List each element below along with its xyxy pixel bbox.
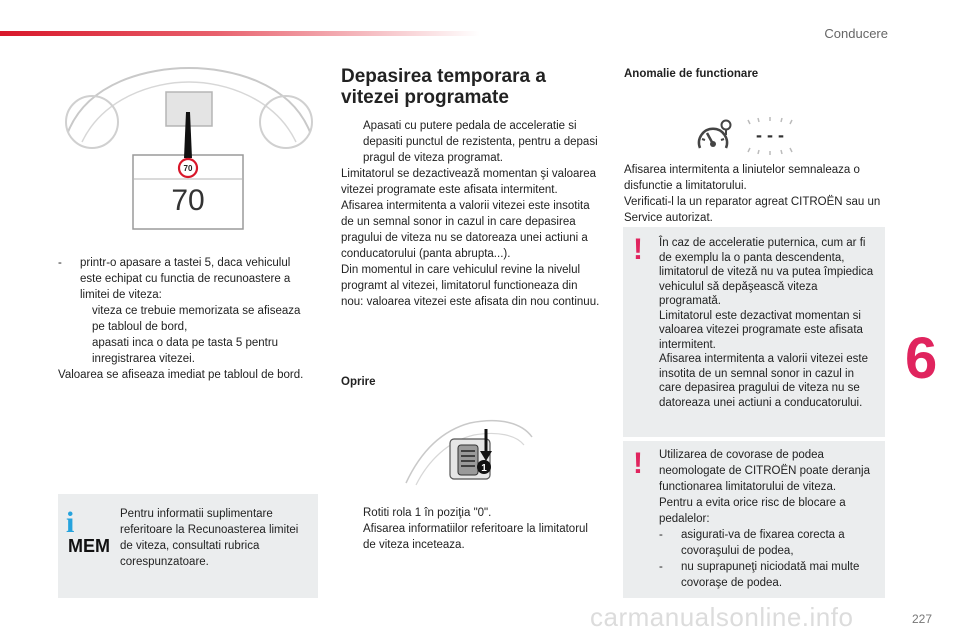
warning-text: În caz de acceleratie puternica, cum ar fi de exemplu la o panta descendenta, limitatorul de vitezǎ nu va putea împiedica vehiculul sǎ depǎşeascǎ viteza programatǎ. Limitatorul este dezactivat momentan si valoarea vitezei programate este afisata intermitent. Afisarea intermitenta a valorii vitezei este insotita de un semnal sonor in cazul in care depasirea pragului de viteza nu se datoreaza unei actiuni a conducatorului. (659, 237, 874, 409)
warning-icon: ! (633, 447, 643, 480)
paragraph: Valoarea se afiseaza imediat pe tabloul de bord. (58, 369, 304, 381)
stop-instruction (341, 505, 603, 553)
arrow-bullet-icon (80, 335, 92, 367)
list-item (58, 255, 310, 303)
bullet-item (341, 118, 603, 166)
speed-limit-sign-value: 70 (183, 164, 193, 173)
heading-temporary-override: Depasirea temporara a vitezei programate (341, 66, 546, 108)
limiter-stalk-figure (400, 413, 540, 491)
warning-icon: ! (633, 233, 643, 266)
svg-text:- - -: - - - (756, 125, 784, 145)
list-item (659, 527, 879, 559)
sub-list-item (58, 335, 310, 367)
list-item-text: nu suprapuneţi niciodatǎ mai multe covoraşe de podea. (681, 561, 860, 589)
arrow-bullet-icon (341, 118, 363, 166)
heading-malfunction: Anomalie de functionare (624, 68, 759, 80)
bullet-item (341, 505, 603, 553)
watermark: carmanualsonline.info (590, 602, 854, 632)
info-box (58, 494, 318, 598)
info-text: Pentru informatii suplimentare referitoare la Recunoasterea limitei de viteza, consultati rubrica corespunzatoare. (120, 508, 299, 568)
section-title: Conducere (824, 26, 888, 41)
chapter-number: 6 (905, 326, 938, 391)
bullet-text: Apasati cu putere pedala de acceleratie si depasiti punctul de rezistenta, pentru a depasi pragul de viteza programat. (363, 120, 598, 164)
warning-text: Utilizarea de covorase de podea neomologate de CITROËN poate deranja functionarea limitatorului de viteza. Pentru a evita orice risc de blocare a pedalelor: (659, 449, 870, 525)
column-middle (341, 66, 603, 310)
list-item-text: asigurati-va de fixarea corecta a covoraşului de podea, (681, 529, 845, 557)
warning-content (659, 447, 879, 591)
dashboard-figure (58, 62, 320, 238)
speed-display-value: 70 (171, 184, 205, 217)
mem-label: MEM (68, 536, 110, 556)
speedometer-icon (694, 118, 734, 154)
sub-list-item-text: viteza ce trebuie memorizata se afiseaza pe tabloul de bord, (92, 305, 301, 333)
bullet-text: Rotiti rola 1 în poziţia "0". Afisarea informatiilor referitoare la limitatorul de viteza inceteaza. (363, 507, 588, 551)
header-accent-bar (0, 31, 480, 36)
page-number: 227 (912, 612, 933, 626)
svg-text:1: 1 (481, 463, 487, 474)
warning-box (623, 227, 885, 437)
warning-box (623, 441, 885, 598)
info-icon: i (66, 506, 75, 539)
arrow-bullet-icon (341, 505, 363, 553)
column-left (58, 255, 310, 383)
dashes-display-icon (738, 116, 802, 156)
list-item (659, 559, 879, 591)
sub-list-item-text: apasati inca o data pe tasta 5 pentru inregistrarea vitezei. (92, 337, 279, 365)
dash-bullet: - (58, 257, 62, 269)
arrow-bullet-icon (80, 303, 92, 335)
list-item-text: printr-o apasare a tastei 5, daca vehiculul este echipat cu functia de recunoastere a limitei de viteza: (80, 257, 291, 301)
malfunction-paragraph: Afisarea intermitenta a liniutelor semnaleaza o disfunctie a limitatorului. Verificati-l la un reparator agreat CITROËN sau un Service autorizat. (624, 164, 881, 224)
dash-bullet: - (659, 529, 663, 541)
dash-bullet: - (659, 561, 663, 573)
heading-stop: Oprire (341, 376, 376, 388)
sub-list-item (58, 303, 310, 335)
paragraph: Limitatorul se dezactiveazǎ momentan şi valoarea vitezei programate este afisata intermitent. Afisarea intermitenta a valorii vitezei este insotita de un semnal sonor in cazul in care depasirea pragului de viteza nu se datoreaza unei actiuni a conducatorului (panta abrupta...). Din momentul in care vehiculul revine la nivelul programt al vitezei, limitatorul functioneaza din nou: valoarea vitezei este afisata din nou continuu. (341, 168, 600, 308)
